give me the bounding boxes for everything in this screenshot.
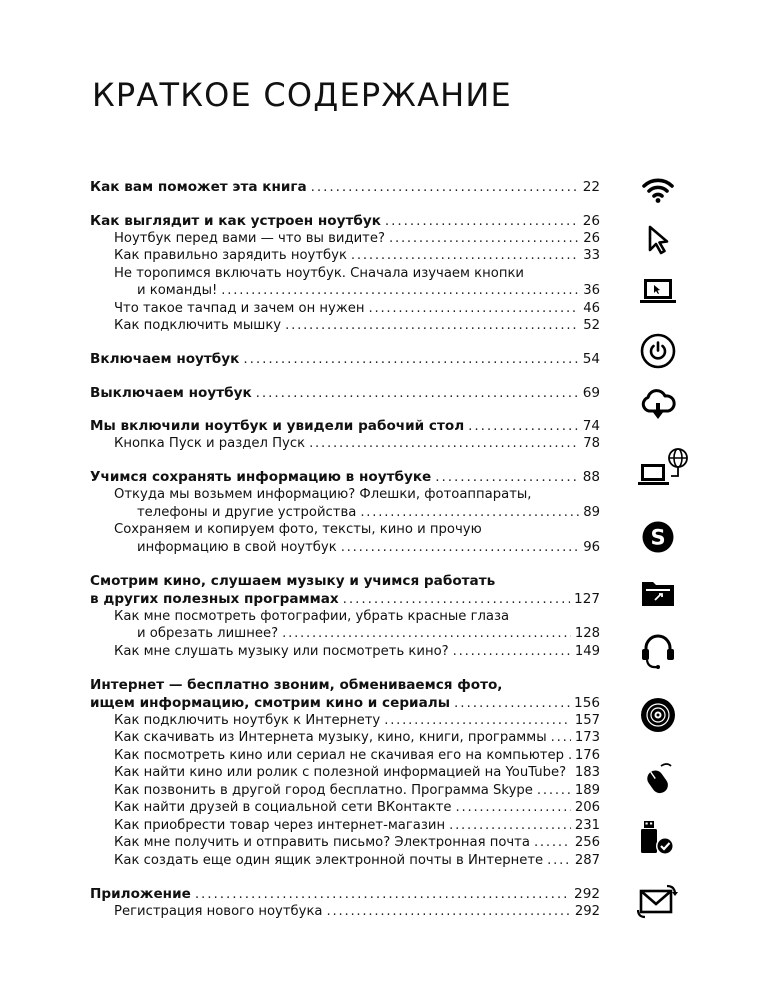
toc-section [90, 384, 600, 402]
toc-page-number: 173 [574, 730, 600, 745]
toc-page-number: 78 [583, 436, 600, 451]
toc-page-number: 26 [583, 230, 600, 246]
toc-subentry [90, 435, 600, 453]
toc-page-number: 231 [574, 817, 600, 833]
table-of-contents [90, 178, 600, 936]
toc-page-number: 74 [582, 418, 600, 434]
toc-leader-dots [384, 712, 571, 730]
toc-leader-dots [243, 350, 578, 368]
toc-page-number: 96 [583, 539, 600, 555]
toc-entry-title: Откуда мы возьмем информацию? Флешки, фотоаппараты, [114, 487, 532, 502]
headset-icon [637, 628, 679, 670]
toc-entry-title: Как вам поможет эта книга [90, 179, 307, 195]
toc-page-number: 128 [574, 626, 600, 641]
toc-leader-dots [551, 729, 571, 747]
toc-leader-dots [456, 799, 571, 817]
toc-subentry [90, 643, 600, 661]
toc-subentry [90, 486, 600, 504]
toc-section [90, 676, 600, 870]
toc-entry-title: Включаем ноутбук [90, 351, 240, 367]
toc-subentry [90, 747, 600, 765]
toc-leader-dots [327, 903, 571, 921]
toc-subentry [90, 608, 600, 626]
toc-entry-title: Интернет — бесплатно звоним, обмениваемся фото, [90, 676, 503, 693]
toc-entry-title: Как выглядит и как устроен ноутбук [90, 212, 381, 229]
toc-subentry [90, 782, 600, 800]
toc-entry-title: Приложение [90, 885, 191, 902]
toc-subentry [90, 282, 600, 300]
toc-page-number: 88 [582, 469, 600, 485]
toc-page-number: 149 [574, 643, 600, 659]
toc-page-number: 46 [583, 300, 600, 316]
toc-chapter-entry [90, 590, 600, 608]
toc-section [90, 212, 600, 335]
toc-page-number: 33 [583, 248, 600, 263]
toc-subentry [90, 712, 600, 730]
toc-entry-title: Ноутбук перед вами — что вы видите? [114, 230, 385, 246]
toc-subentry [90, 625, 600, 643]
mail-sync-icon [637, 880, 679, 922]
toc-leader-dots [568, 747, 571, 765]
toc-leader-dots [389, 230, 579, 248]
toc-section [90, 468, 600, 556]
toc-section [90, 350, 600, 368]
toc-entry-title: Кнопка Пуск и раздел Пуск [114, 436, 306, 451]
toc-subentry [90, 834, 600, 852]
toc-entry-title: в других полезных программах [90, 590, 339, 607]
toc-entry-title: Как скачивать из Интернета музыку, кино, книги, программы [114, 730, 547, 745]
folder-link-icon [637, 572, 679, 614]
toc-chapter-entry [90, 417, 600, 435]
toc-subentry [90, 539, 600, 557]
toc-leader-dots [360, 504, 579, 522]
toc-subentry [90, 521, 600, 539]
toc-subentry [90, 300, 600, 318]
disc-icon [637, 694, 679, 736]
toc-entry-title: Мы включили ноутбук и увидели рабочий стол [90, 418, 465, 434]
toc-subentry [90, 230, 600, 248]
toc-leader-dots [385, 212, 579, 230]
toc-page-number: 26 [582, 212, 600, 229]
toc-subentry [90, 265, 600, 283]
toc-leader-dots [454, 694, 570, 712]
usb-check-icon [637, 816, 679, 858]
toc-section [90, 572, 600, 661]
toc-page-number: 127 [574, 590, 600, 607]
cursor-icon [637, 218, 679, 260]
toc-entry-title: Смотрим кино, слушаем музыку и учимся работать [90, 572, 496, 589]
toc-section [90, 178, 600, 196]
toc-entry-title: Как создать еще один ящик электронной почты в Интернете [114, 852, 544, 868]
toc-page-number: 206 [574, 800, 600, 815]
toc-page-number: 52 [583, 318, 600, 333]
cloud-download-icon [637, 384, 679, 426]
toc-subentry [90, 799, 600, 817]
toc-chapter-entry [90, 350, 600, 368]
toc-page-number: 183 [574, 765, 600, 780]
toc-entry-title: Как мне слушать музыку или посмотреть кино? [114, 643, 449, 659]
toc-page-number: 157 [574, 712, 600, 728]
toc-entry-title: Что такое тачпад и зачем он нужен [114, 300, 365, 316]
toc-entry-title: Как мне посмотреть фотографии, убрать красные глаза [114, 608, 510, 624]
toc-page-number: 176 [574, 747, 600, 763]
toc-entry-title: Не торопимся включать ноутбук. Сначала изучаем кнопки [114, 265, 524, 281]
toc-leader-dots [282, 625, 571, 643]
toc-leader-dots [468, 417, 579, 435]
toc-leader-dots [351, 247, 579, 265]
toc-entry-title: телефоны и другие устройства [137, 504, 357, 520]
toc-page-number: 156 [574, 694, 600, 711]
toc-entry-title: и обрезать лишнее? [137, 626, 279, 641]
laptop-globe-icon [637, 446, 691, 488]
toc-page-number: 69 [582, 384, 600, 401]
skype-icon [637, 516, 679, 558]
toc-leader-dots [449, 817, 571, 835]
toc-subentry [90, 817, 600, 835]
toc-subentry [90, 903, 600, 921]
toc-leader-dots [341, 539, 580, 557]
toc-page-number: 89 [583, 504, 600, 520]
toc-chapter-entry [90, 572, 600, 590]
toc-chapter-entry [90, 468, 600, 486]
toc-entry-title: Как правильно зарядить ноутбук [114, 248, 347, 263]
toc-leader-dots [195, 885, 570, 903]
toc-leader-dots [343, 590, 570, 608]
toc-page-number: 292 [574, 903, 600, 919]
page-title: КРАТКОЕ СОДЕРЖАНИЕ [92, 76, 512, 114]
toc-leader-dots [368, 300, 579, 318]
toc-leader-dots [453, 643, 571, 661]
toc-entry-title: Выключаем ноутбук [90, 384, 252, 401]
toc-entry-title: Как позвонить в другой город бесплатно. Программа Skype [114, 782, 533, 798]
toc-page-number: 54 [582, 351, 600, 367]
laptop-icon [637, 270, 679, 312]
power-icon [637, 330, 679, 372]
toc-leader-dots [547, 852, 571, 870]
toc-entry-title: Сохраняем и копируем фото, тексты, кино и прочую [114, 522, 482, 537]
toc-subentry [90, 504, 600, 522]
toc-entry-title: Как подключить мышку [114, 318, 282, 333]
toc-leader-dots [221, 282, 579, 300]
mouse-icon [637, 756, 679, 798]
toc-page-number: 22 [582, 179, 600, 195]
toc-entry-title: Как посмотреть кино или сериал не скачивая его на компьютер [114, 747, 564, 763]
toc-entry-title: Как найти друзей в социальной сети ВКонтакте [114, 800, 452, 815]
toc-page-number: 36 [583, 283, 600, 298]
toc-entry-title: Регистрация нового ноутбука [114, 903, 323, 919]
toc-chapter-entry [90, 885, 600, 903]
toc-entry-title: Как приобрести товар через интернет-магазин [114, 817, 446, 833]
wifi-icon [637, 168, 679, 210]
toc-chapter-entry [90, 384, 600, 402]
toc-subentry [90, 247, 600, 265]
toc-entry-title: Как мне получить и отправить письмо? Электронная почта [114, 835, 530, 850]
toc-chapter-entry [90, 212, 600, 230]
toc-entry-title: Как найти кино или ролик с полезной информацией на YouTube? [114, 765, 567, 780]
toc-subentry [90, 852, 600, 870]
toc-leader-dots [309, 435, 579, 453]
toc-leader-dots [570, 764, 571, 782]
toc-leader-dots [311, 178, 579, 196]
toc-leader-dots [534, 834, 571, 852]
toc-chapter-entry [90, 676, 600, 694]
toc-page-number: 292 [574, 885, 600, 902]
toc-entry-title: информацию в свой ноутбук [137, 539, 337, 555]
toc-entry-title: Как подключить ноутбук к Интернету [114, 712, 381, 728]
toc-chapter-entry [90, 694, 600, 712]
svg-text:S: S [650, 525, 666, 550]
toc-subentry [90, 764, 600, 782]
toc-entry-title: ищем информацию, смотрим кино и сериалы [90, 694, 451, 711]
toc-entry-title: и команды! [137, 283, 218, 298]
toc-section [90, 885, 600, 921]
toc-leader-dots [256, 384, 579, 402]
toc-entry-title: Учимся сохранять информацию в ноутбуке [90, 469, 432, 485]
toc-page-number: 256 [574, 835, 600, 850]
toc-page-number: 189 [574, 782, 600, 798]
toc-subentry [90, 317, 600, 335]
toc-chapter-entry [90, 178, 600, 196]
toc-leader-dots [537, 782, 571, 800]
toc-leader-dots [285, 317, 579, 335]
toc-section [90, 417, 600, 453]
toc-leader-dots [435, 468, 578, 486]
toc-page-number: 287 [574, 852, 600, 868]
toc-subentry [90, 729, 600, 747]
